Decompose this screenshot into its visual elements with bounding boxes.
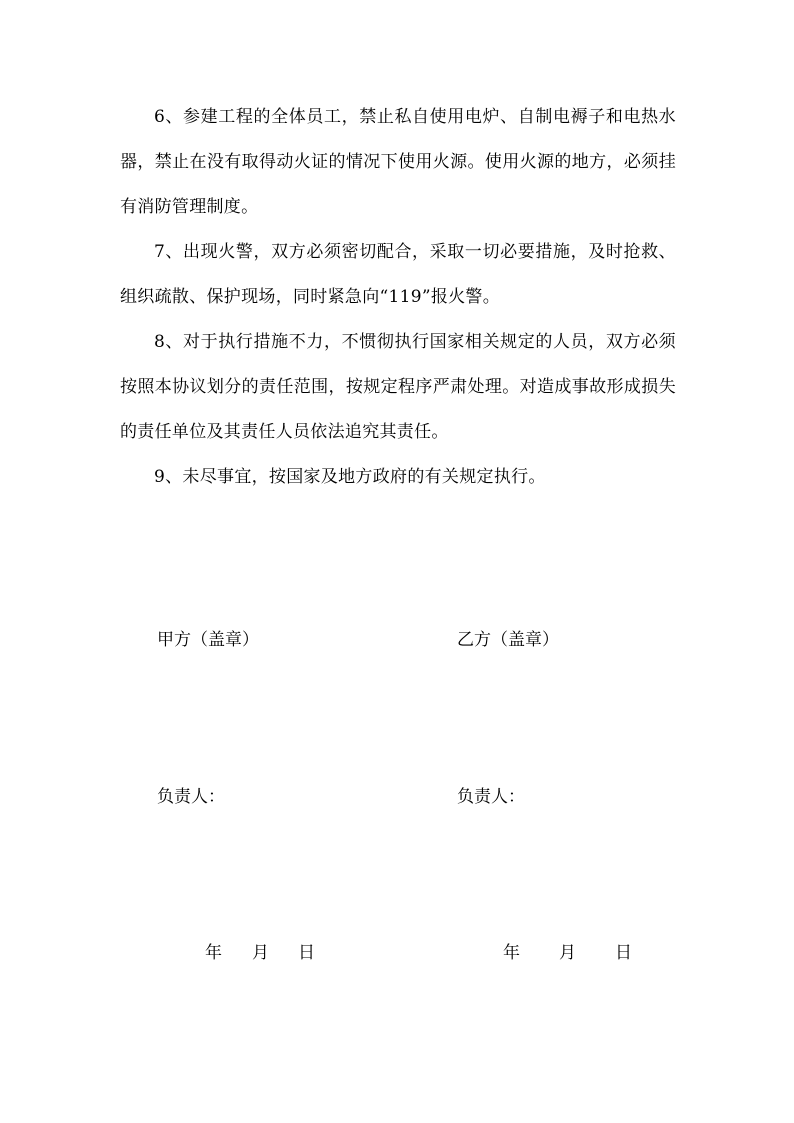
party-b-seal-label: 乙方（盖章） [457, 630, 559, 650]
party-b-responsible-label: 负责人： [457, 787, 525, 807]
party-a-date-year: 年 [205, 943, 222, 963]
clause-9: 9、未尽事宜，按国家及地方政府的有关规定执行。 [154, 467, 546, 487]
party-b-date-day: 日 [615, 943, 632, 963]
party-a-date-month: 月 [252, 943, 269, 963]
clause-8: 8、对于执行措施不力，不惯彻执行国家相关规定的人员，双方必须按照本协议划分的责任范围，按规定程序严肃处理。对造成事故形成损失的责任单位及其责任人员依法追究其责任。 [120, 332, 676, 442]
clause-6: 6、参建工程的全体员工，禁止私自使用电炉、自制电褥子和电热水器，禁止在没有取得动火证的情况下使用火源。使用火源的地方，必须挂有消防管理制度。 [120, 107, 676, 217]
party-b-date-year: 年 [503, 943, 520, 963]
clause-7: 7、出现火警，双方必须密切配合，采取一切必要措施，及时抢救、组织疏散、保护现场，同时紧急向“119”报火警。 [120, 242, 676, 307]
party-a-responsible-label: 负责人： [157, 787, 225, 807]
party-b-date-month: 月 [559, 943, 576, 963]
party-a-seal-label: 甲方（盖章） [157, 630, 259, 650]
party-a-date-day: 日 [298, 943, 315, 963]
